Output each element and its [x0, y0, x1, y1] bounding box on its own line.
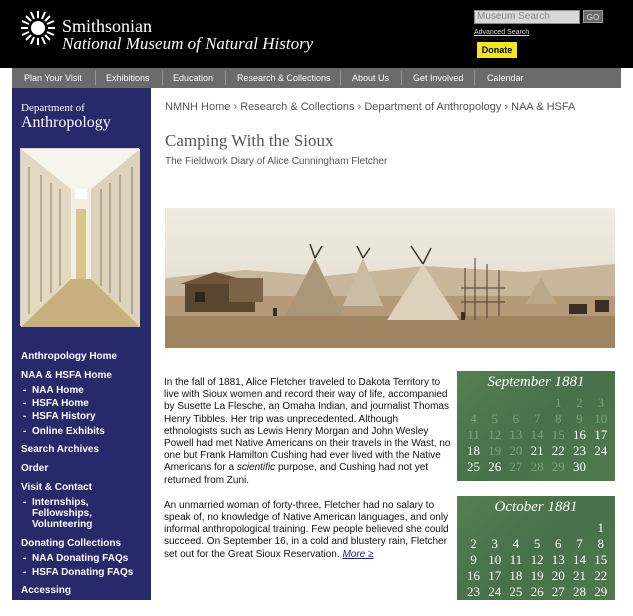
calendar-title: September 1881	[487, 374, 585, 390]
calendar-day[interactable]: 21	[573, 568, 586, 583]
nav-education[interactable]: Education	[173, 73, 214, 83]
calendar-day: 19	[488, 443, 502, 458]
sidebar-subitem-hsfa-donating-faqs[interactable]: - HSFA Donating FAQs	[23, 567, 134, 578]
calendar-day[interactable]: 10	[488, 552, 502, 567]
article-paragraph	[164, 500, 451, 561]
calendar-day[interactable]: 8	[597, 536, 604, 551]
nav-exhibitions[interactable]: Exhibitions	[106, 73, 150, 83]
calendar-day[interactable]: 14	[573, 552, 586, 567]
calendar-september-1881	[457, 371, 615, 481]
calendar-day: 12	[488, 427, 502, 442]
calendar-day[interactable]: 9	[470, 552, 477, 567]
calendar-title: October 1881	[494, 499, 578, 515]
museum-search-input[interactable]: Museum Search	[474, 10, 580, 24]
nav-research-collections[interactable]: Research & Collections	[237, 73, 331, 83]
calendar-day[interactable]: 6	[555, 536, 562, 551]
sidebar-item-search-archives[interactable]: Search Archives	[21, 444, 100, 455]
calendar-day[interactable]: 23	[467, 584, 480, 599]
calendar-day[interactable]: 5	[533, 536, 541, 551]
sidebar-subitem-label: Online Exhibits	[32, 426, 105, 437]
sidebar-subitem-label: HSFA Home	[32, 398, 89, 409]
calendar-day[interactable]: 12	[530, 552, 544, 567]
calendar-day[interactable]: 25	[467, 459, 480, 474]
sidebar-subitem-naa-home[interactable]: - NAA Home	[23, 385, 84, 396]
calendar-day[interactable]: 3	[491, 536, 498, 551]
archive-corridor-photo	[20, 148, 139, 326]
calendar-day: 15	[551, 427, 565, 442]
nav-get-involved[interactable]: Get Involved	[413, 73, 464, 83]
breadcrumb-department-anthropology[interactable]: Department of Anthropology	[364, 101, 502, 113]
nav-divider	[401, 71, 402, 85]
calendar-day[interactable]: 27	[551, 584, 565, 599]
sidebar-subitem-hsfa-home[interactable]: - HSFA Home	[23, 398, 89, 409]
sidebar-item-naa-hsfa-home[interactable]: NAA & HSFA Home	[21, 370, 112, 381]
breadcrumb-separator: ›	[233, 101, 238, 113]
calendar-day[interactable]: 19	[530, 568, 544, 583]
calendar-day[interactable]: 1	[597, 520, 604, 535]
calendar-day: 10	[594, 411, 608, 426]
sidebar-subitem-label: NAA Donating FAQs	[32, 553, 129, 564]
department-label: Department of	[21, 102, 85, 114]
nav-about-us[interactable]: About Us	[352, 73, 390, 83]
calendar-day: 7	[533, 411, 541, 426]
calendar-day: 14	[530, 427, 544, 442]
sidebar-subitem-label: NAA Home	[32, 385, 84, 396]
calendar-day[interactable]: 18	[467, 443, 480, 458]
calendar-day[interactable]: 13	[551, 552, 565, 567]
calendar-day[interactable]: 7	[576, 536, 583, 551]
sidebar-item-accessing[interactable]: Accessing	[21, 585, 72, 596]
department-name[interactable]: Anthropology	[21, 114, 111, 131]
calendar-day[interactable]: 16	[467, 568, 480, 583]
site-header	[0, 0, 633, 68]
calendar-day: 4	[470, 411, 477, 426]
calendar-day: 20	[509, 443, 523, 458]
more-link[interactable]: More ≥	[342, 548, 374, 560]
calendar-day[interactable]: 16	[573, 427, 586, 442]
page-subtitle: The Fieldwork Diary of Alice Cunningham Fletcher	[165, 156, 388, 167]
sidebar-subitem-label: HSFA Donating FAQs	[32, 567, 134, 578]
paragraph-text: purpose, and Cushing had not yet returned from Zuni.	[164, 462, 429, 486]
logo-museum-name[interactable]: National Museum of Natural History	[62, 34, 314, 53]
nav-divider	[95, 71, 96, 85]
calendar-day[interactable]: 28	[573, 584, 586, 599]
main-nav	[12, 68, 621, 88]
sidebar-item-visit-contact[interactable]: Visit & Contact	[21, 482, 92, 493]
calendar-day: 11	[467, 427, 480, 442]
breadcrumb-separator: ›	[504, 101, 509, 113]
calendar-day[interactable]: 22	[551, 443, 565, 458]
sidebar-item-order[interactable]: Order	[21, 463, 49, 474]
calendar-day: 8	[555, 411, 562, 426]
calendar-day[interactable]: 17	[594, 427, 608, 442]
breadcrumb-nmnh-home[interactable]: NMNH Home	[165, 101, 231, 113]
calendar-day[interactable]: 26	[488, 459, 502, 474]
paragraph-text: In the fall of 1881, Alice Fletcher traveled to Dakota Territory to live with Sioux women and record their way of life, accompanied by Susette La Flesche, an Omaha Indian, and journalist Thomas Henry Tibbles. Her trip was unprecedented. Although ethnologists such as Lewis Henry Morgan and John Wesley Powell had met Native Americans on their travels in the Wast, no one but Frank Hamilton Cushing had ever lived with the Native Americans for a	[164, 377, 451, 474]
calendar-day: 9	[576, 411, 583, 426]
calendar-day: 29	[551, 459, 565, 474]
nav-calendar[interactable]: Calendar	[487, 73, 524, 83]
calendar-day[interactable]: 22	[594, 568, 608, 583]
calendar-day[interactable]: 30	[573, 459, 586, 474]
sidebar-subitem-hsfa-history[interactable]: - HSFA History	[23, 411, 96, 422]
calendar-day[interactable]: 20	[551, 568, 565, 583]
left-sidebar	[12, 88, 151, 600]
calendar-day[interactable]: 4	[512, 536, 520, 551]
breadcrumb-research-collections[interactable]: Research & Collections	[240, 101, 355, 113]
calendar-day[interactable]: 31	[488, 600, 502, 615]
breadcrumb	[165, 101, 575, 113]
calendar-day[interactable]: 21	[530, 443, 544, 458]
calendar-day: 2	[576, 395, 583, 410]
calendar-day[interactable]: 18	[509, 568, 523, 583]
sidebar-subitem-label: Internships, Fellowships, Volunteering	[32, 497, 93, 530]
nav-divider	[474, 71, 475, 85]
nav-divider	[340, 71, 341, 85]
calendar-day: 6	[512, 411, 520, 426]
calendar-day[interactable]: 25	[509, 584, 523, 599]
calendar-day[interactable]: 11	[509, 552, 523, 567]
calendar-day: 3	[597, 395, 604, 410]
calendar-october-1881	[457, 496, 615, 615]
article-paragraph	[164, 377, 451, 487]
calendar-day: 5	[491, 411, 498, 426]
calendar-day[interactable]: 29	[594, 584, 608, 599]
breadcrumb-current: NAA & HSFA	[511, 101, 576, 113]
smithsonian-sun-logo-icon[interactable]	[20, 10, 56, 46]
nav-divider	[162, 71, 163, 85]
calendar-day[interactable]: 24	[594, 443, 608, 458]
search-go-button[interactable]: GO	[583, 10, 603, 23]
sioux-camp-photo	[165, 208, 615, 348]
paragraph-text: An unmarried woman of forty-three, Fletcher had no salary to speak of, no knowledge of Native American languages, and only informal anthropological training. Few people believed she could succeed. On September 16, in a cold and blustery rain, Fletcher set out for the Great Sioux Reservation.	[164, 499, 449, 560]
sidebar-item-donating-collections[interactable]: Donating Collections	[21, 538, 121, 549]
calendar-day[interactable]: 17	[488, 568, 502, 583]
calendar-day[interactable]: 26	[530, 584, 544, 599]
nav-divider	[225, 71, 226, 85]
logo-smithsonian-text[interactable]: Smithsonian	[62, 16, 153, 36]
calendar-day: 1	[555, 395, 562, 410]
calendar-day[interactable]: 2	[470, 536, 477, 551]
sidebar-subitem-label: HSFA History	[32, 411, 96, 422]
donate-button[interactable]: Donate	[477, 42, 517, 58]
sidebar-subitem-online-exhibits[interactable]: - Online Exhibits	[23, 426, 105, 437]
calendar-day[interactable]: 23	[573, 443, 586, 458]
calendar-day: 13	[509, 427, 523, 442]
calendar-day: 27	[509, 459, 523, 474]
advanced-search-link[interactable]: Advanced Search	[474, 29, 530, 36]
calendar-day: 28	[530, 459, 544, 474]
paragraph-emphasis: scientific	[236, 462, 276, 474]
calendar-day[interactable]: 24	[488, 584, 502, 599]
calendar-day[interactable]: 30	[467, 600, 480, 615]
nav-plan-your-visit[interactable]: Plan Your Visit	[24, 73, 82, 83]
page-title: Camping With the Sioux	[165, 131, 334, 150]
breadcrumb-separator: ›	[357, 101, 362, 113]
article-body	[164, 377, 451, 574]
sidebar-item-anthropology-home[interactable]: Anthropology Home	[21, 351, 118, 362]
sidebar-subitem-naa-donating-faqs[interactable]: - NAA Donating FAQs	[23, 553, 129, 564]
sidebar-subitem-internships[interactable]: - Internships, Fellowships, Volunteering	[23, 497, 143, 530]
calendar-day[interactable]: 15	[594, 552, 608, 567]
